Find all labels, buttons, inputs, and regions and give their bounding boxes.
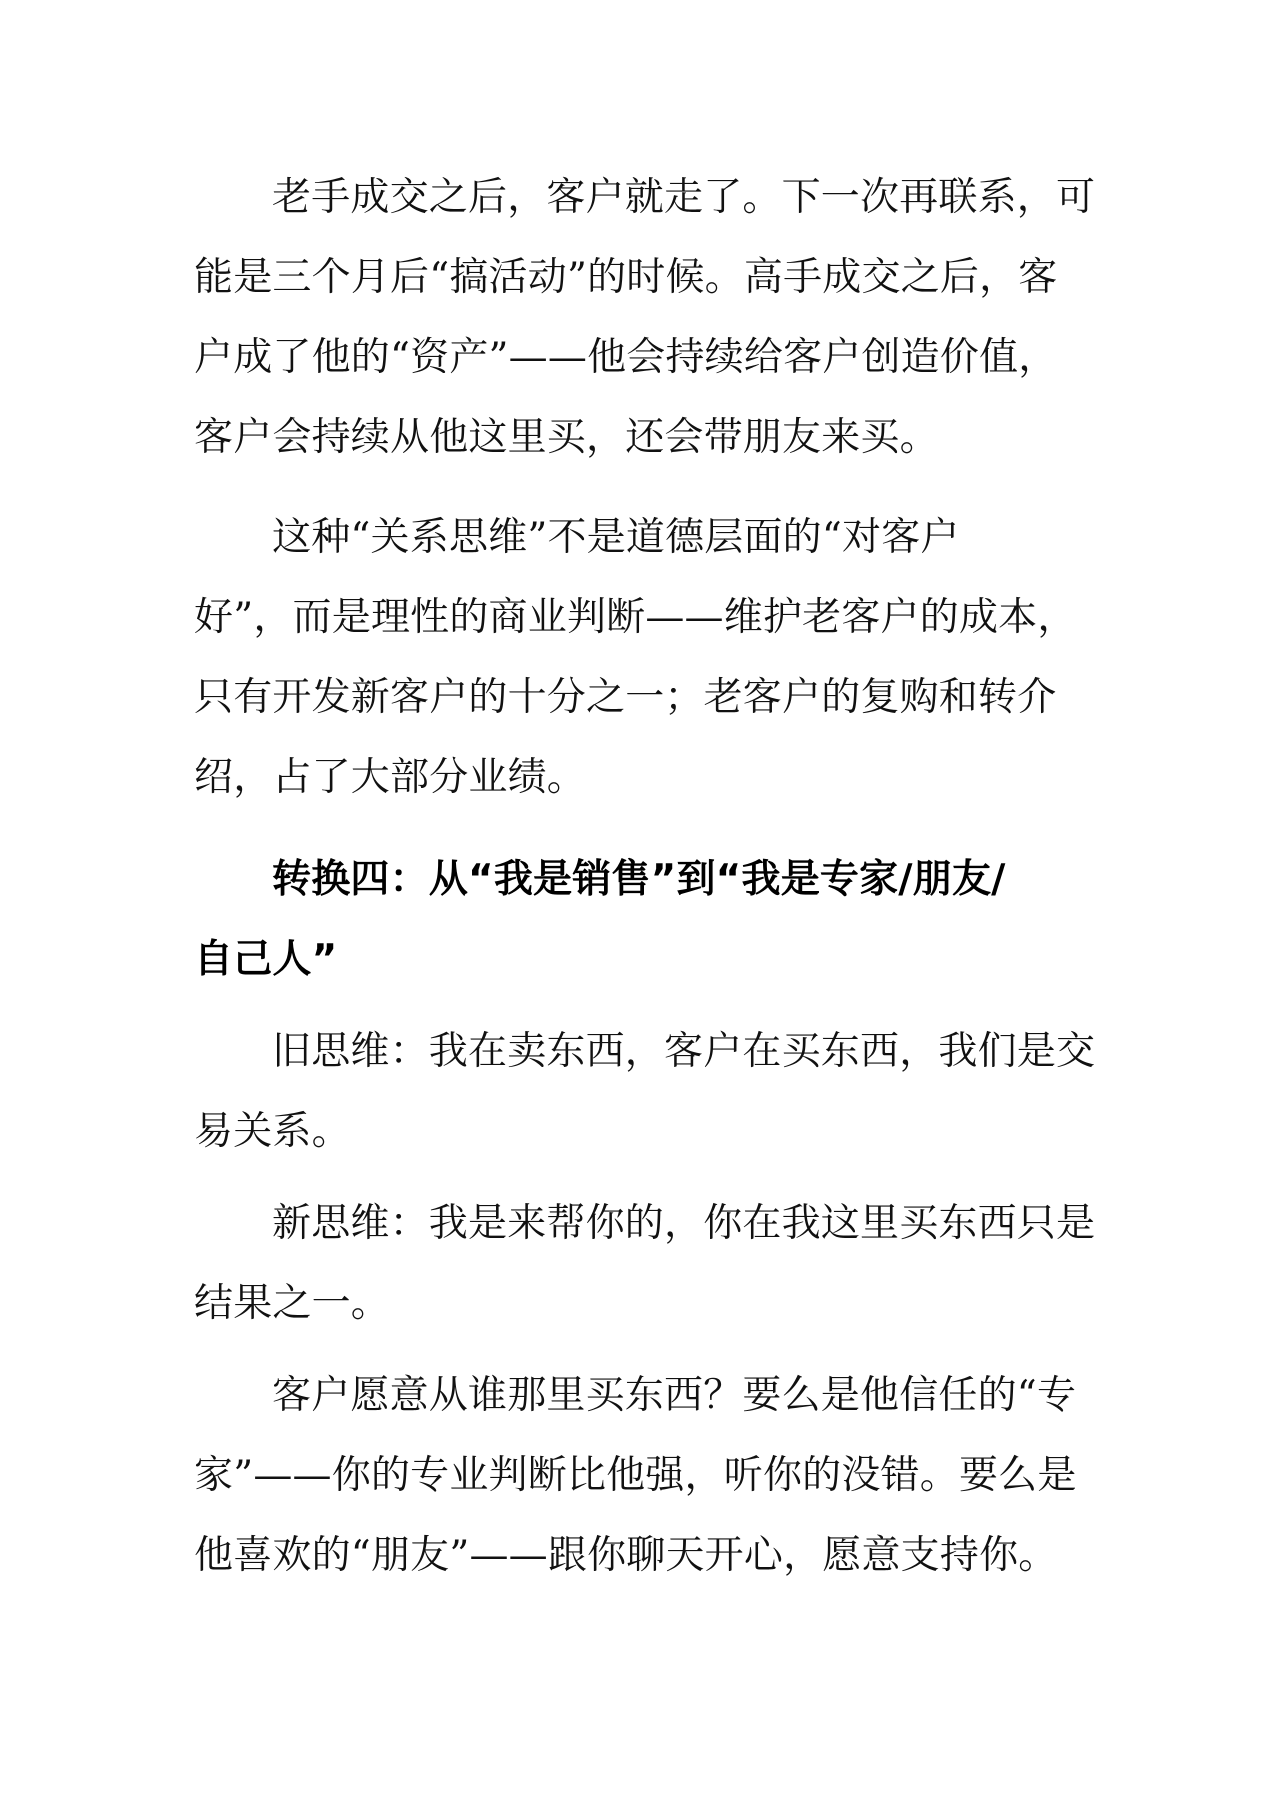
paragraph-expert-or-friend — [194, 1356, 1094, 1596]
text-line: 绍，占了大部分业绩。 — [194, 755, 587, 800]
heading-line: 自己人” — [194, 937, 338, 982]
text-line: 能是三个月后“搞活动”的时候。高手成交之后，客 — [194, 255, 1058, 300]
text-line: 只有开发新客户的十分之一；老客户的复购和转介 — [194, 675, 1057, 720]
heading-line: 转换四：从“我是销售”到“我是专家/朋友/ — [272, 857, 1006, 902]
paragraph-new-thinking — [194, 1184, 1094, 1344]
section-heading-transition-four — [194, 840, 1094, 1000]
text-line: 客户愿意从谁那里买东西？要么是他信任的“专 — [272, 1373, 1077, 1418]
text-line: 老手成交之后，客户就走了。下一次再联系，可 — [272, 175, 1096, 220]
paragraph-old-thinking — [194, 1012, 1094, 1172]
text-line: 易关系。 — [194, 1109, 351, 1154]
paragraph-relationship-thinking — [194, 498, 1094, 818]
text-line: 新思维：我是来帮你的，你在我这里买东西只是 — [272, 1201, 1096, 1246]
text-line: 好”，而是理性的商业判断——维护老客户的成本， — [194, 595, 1077, 640]
text-line: 这种“关系思维”不是道德层面的“对客户 — [272, 515, 960, 560]
text-line: 旧思维：我在卖东西，客户在买东西，我们是交 — [272, 1029, 1096, 1074]
text-line: 客户会持续从他这里买，还会带朋友来买。 — [194, 415, 939, 460]
paragraph-customer-assets — [194, 158, 1094, 478]
text-line: 户成了他的“资产”——他会持续给客户创造价值， — [194, 335, 1058, 380]
text-line: 家”——你的专业判断比他强，听你的没错。要么是 — [194, 1453, 1077, 1498]
text-line: 结果之一。 — [194, 1281, 391, 1326]
text-line: 他喜欢的“朋友”——跟你聊天开心，愿意支持你。 — [194, 1533, 1058, 1578]
